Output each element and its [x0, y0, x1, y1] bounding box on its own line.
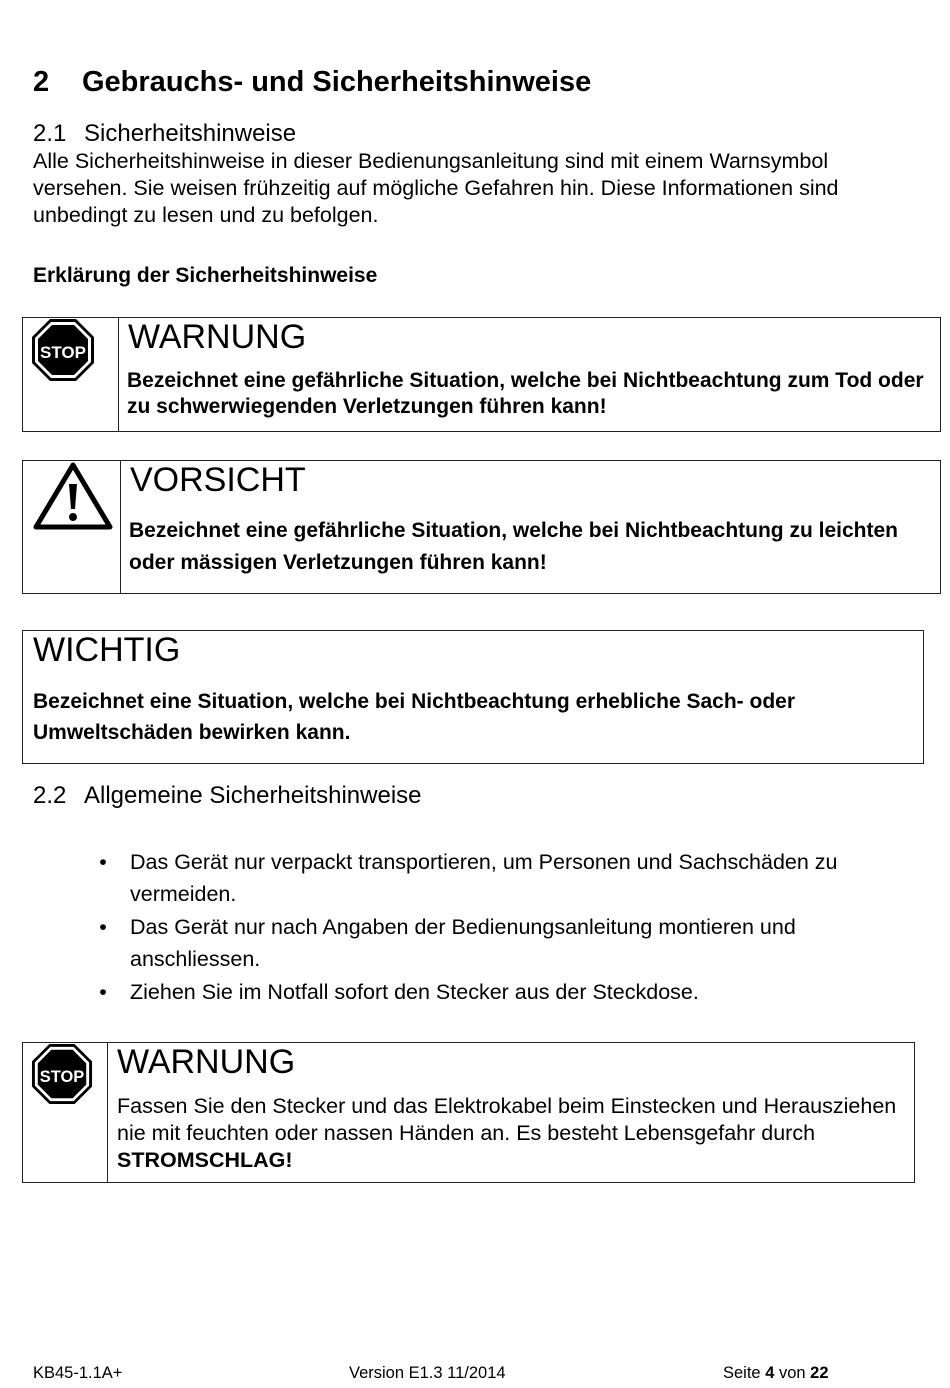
- subsection-title: Allgemeine Sicherheitshinweise: [84, 782, 422, 809]
- important-title: WICHTIG: [33, 631, 181, 669]
- section-heading: [33, 66, 591, 99]
- subsection-number: 2.1: [33, 120, 67, 147]
- explanation-heading: Erklärung der Sicherheitshinweise: [33, 264, 378, 287]
- bullet-icon: •: [99, 980, 107, 1004]
- important-box: [22, 630, 924, 764]
- subsection-number: 2.2: [33, 782, 67, 809]
- stop-sign-icon: [31, 1043, 93, 1105]
- warning-box: [22, 317, 941, 432]
- caution-text: Bezeichnet eine gefährliche Situation, welche bei Nichtbeachtung zu leichten oder mässigen Verletzungen führen kann!: [129, 519, 898, 574]
- electric-shock-emphasis: STROMSCHLAG!: [117, 1148, 293, 1172]
- caution-title: VORSICHT: [130, 461, 306, 499]
- list-item: • Das Gerät nur verpackt transportieren, um Personen und Sachschäden zu vermeiden.: [96, 846, 916, 910]
- warning-title: WARNUNG: [117, 1043, 296, 1081]
- svg-text:STOP: STOP: [39, 1067, 85, 1086]
- warning-text: Fassen Sie den Stecker und das Elektrokabel beim Einstecken und Herausziehen nie mit feuchten oder nassen Händen an. Es besteht Lebensgefahr durch STROMSCHLAG!: [117, 1094, 897, 1172]
- warning-text: Bezeichnet eine gefährliche Situation, welche bei Nichtbeachtung zum Tod oder zu schwerwiegenden Verletzungen führen kann!: [127, 369, 924, 418]
- warning-icon-cell: [23, 318, 119, 431]
- stop-sign-icon: [31, 318, 95, 382]
- list-item: • Das Gerät nur nach Angaben der Bedienungsanleitung montieren und anschliessen.: [96, 911, 916, 975]
- warning-title: WARNUNG: [128, 318, 307, 356]
- subsection-heading-2-1: [33, 120, 296, 148]
- safety-bullet-list: [96, 846, 916, 1009]
- list-item: • Ziehen Sie im Notfall sofort den Stecker aus der Steckdose.: [96, 976, 916, 1008]
- caution-icon-cell: [23, 461, 121, 593]
- subsection-heading-2-2: [33, 782, 422, 810]
- bullet-icon: •: [99, 850, 107, 874]
- warning-box-2: [22, 1042, 915, 1183]
- footer-version: Version E1.3 11/2014: [349, 1364, 506, 1382]
- bullet-icon: •: [99, 915, 107, 939]
- footer-doc-id: KB45-1.1A+: [33, 1364, 123, 1382]
- subsection-title: Sicherheitshinweise: [84, 120, 297, 147]
- intro-paragraph: Alle Sicherheitshinweise in dieser Bedienungsanleitung sind mit einem Warnsymbol versehen. Sie weisen frühzeitig auf mögliche Gefahren hin. Diese Informationen sind unbedingt zu lesen und zu befolgen.: [33, 149, 839, 227]
- footer-page-number: Seite 4 von 22: [723, 1364, 829, 1382]
- caution-box: [22, 460, 941, 594]
- svg-text:STOP: STOP: [40, 343, 86, 362]
- section-number: 2: [33, 66, 50, 98]
- important-text: Bezeichnet eine Situation, welche bei Nichtbeachtung erhebliche Sach- oder Umweltschäden bewirken kann.: [33, 690, 795, 744]
- warning-triangle-icon: [33, 462, 113, 530]
- section-title: Gebrauchs- und Sicherheitshinweise: [82, 66, 592, 98]
- warning-icon-cell: [23, 1043, 108, 1182]
